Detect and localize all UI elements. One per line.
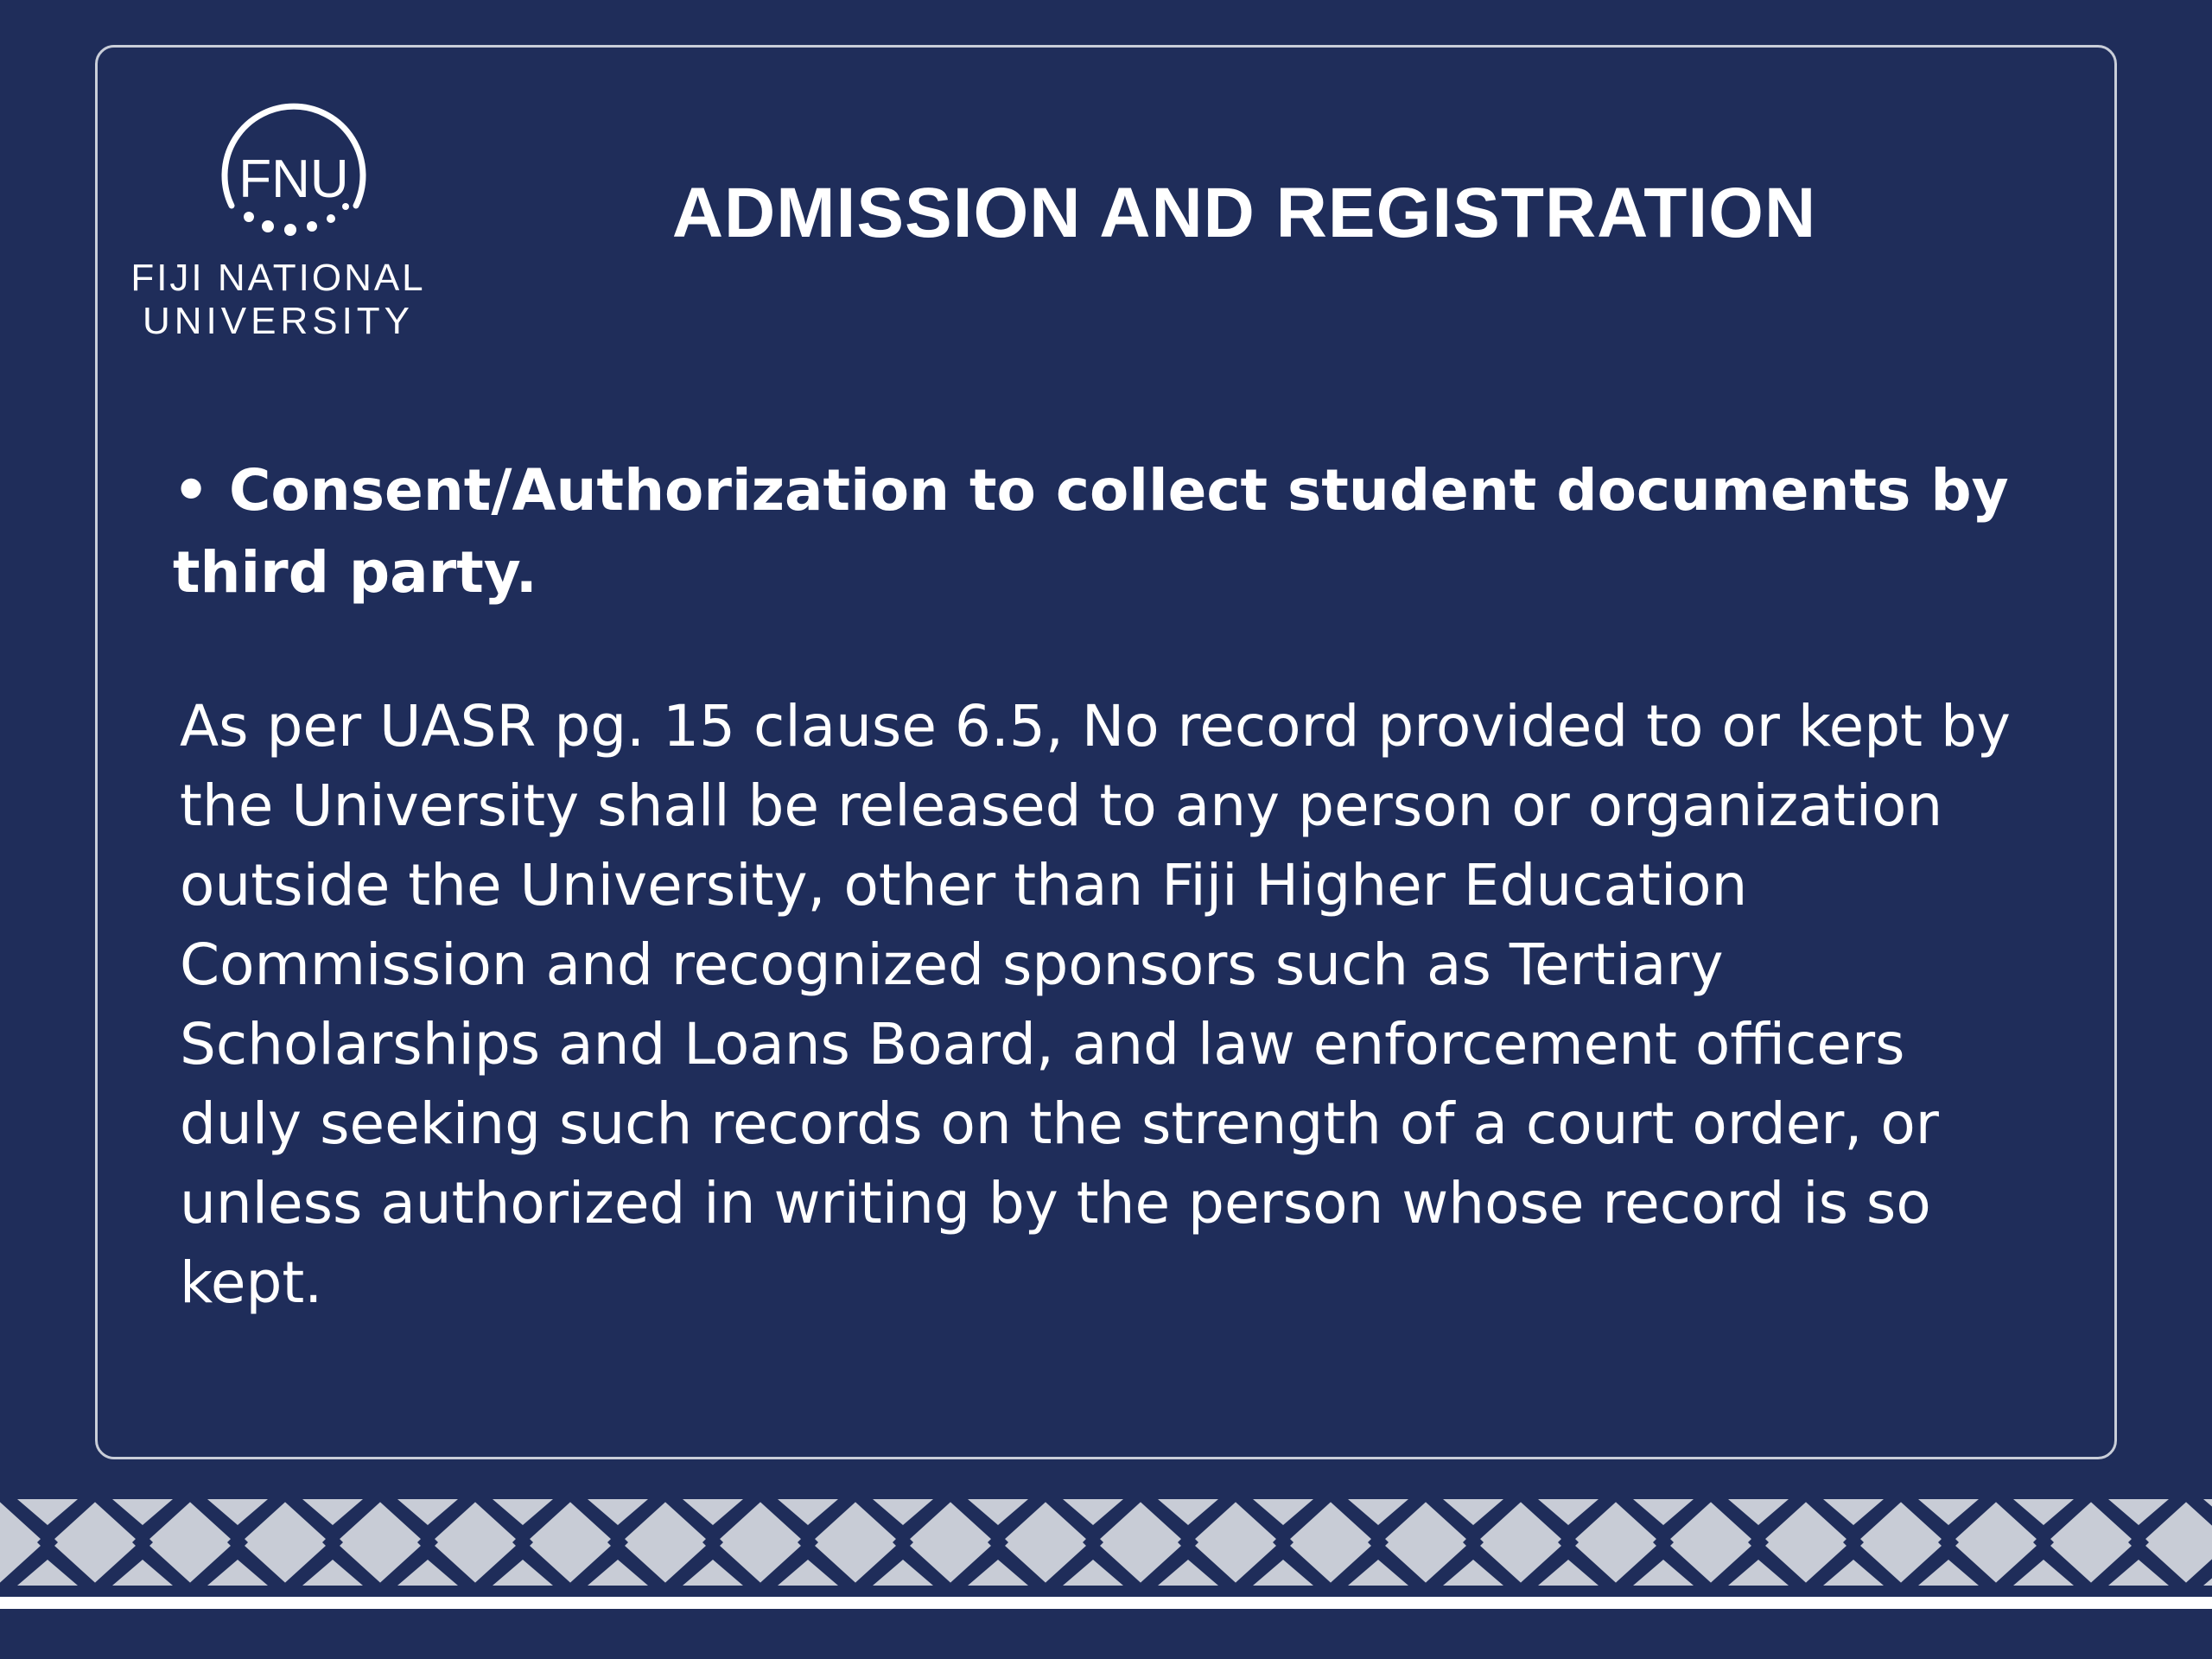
bullet-text: Consent/Authorization to collect student documents by third party. [173, 457, 2009, 606]
tapa-pattern-border [0, 1499, 2212, 1586]
body-paragraph: As per UASR pg. 15 clause 6.5, No record provided to or kept by the University shall be released to any person or organization outside the University, other than Fiji Higher Education Commission and recognized sponsors such as Tertiary Scholarships and Loans Board, and law enforcement officers duly seeking such records on the strength of a court order, or unless authorized in writing by the person whose record is so kept. [180, 693, 2011, 1316]
logo-name-line1: FIJI NATIONAL [130, 257, 426, 299]
fnu-logo [121, 76, 467, 361]
logo-name-line2: UNIVERSITY [142, 300, 415, 342]
slide-title: ADMISSION AND REGISTRATION [671, 174, 1817, 252]
bullet-item [173, 449, 2013, 613]
bottom-rule [0, 1597, 2212, 1609]
bullet-symbol: • [173, 457, 210, 524]
logo-mark: FNU [238, 149, 349, 209]
